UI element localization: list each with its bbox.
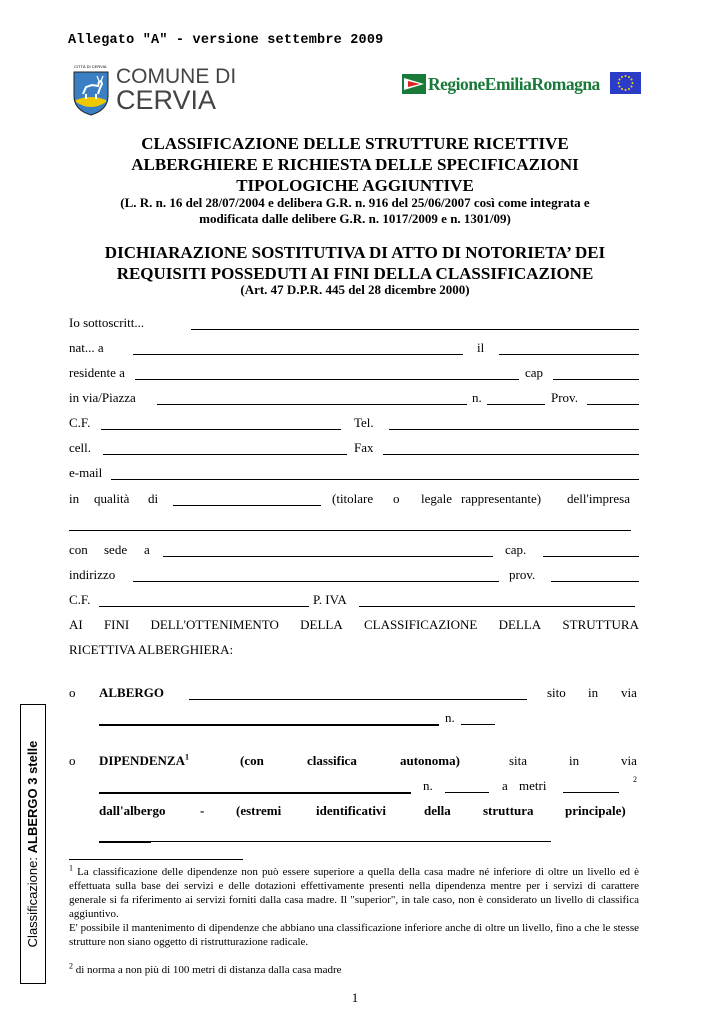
footnote-2 <box>69 963 639 977</box>
label-io: Io sottoscritt... <box>69 315 145 330</box>
field-albergo-number[interactable] <box>461 712 495 725</box>
fini-word-1: AI <box>69 617 83 632</box>
field-email[interactable] <box>111 467 639 480</box>
checkbox-albergo[interactable]: o <box>69 685 76 700</box>
field-company-province[interactable] <box>551 569 639 582</box>
row-company <box>69 515 639 533</box>
fini-word-7: STRUTTURA <box>562 617 639 632</box>
dip-n: n. <box>423 778 433 793</box>
subtitle-line-1: DICHIARAZIONE SOSTITUTIVA DI ATTO DI NOTORIETA’ DEI <box>104 243 606 262</box>
label-prov2: prov. <box>509 567 536 582</box>
qualita-word-8: dell'impresa <box>567 491 630 506</box>
field-distance[interactable] <box>563 780 619 793</box>
label-piva: P. IVA <box>313 592 347 607</box>
label-cell: cell. <box>69 440 92 455</box>
label-dipendenza <box>99 752 189 770</box>
field-albergo-name[interactable] <box>189 687 527 700</box>
label-n: n. <box>472 390 482 405</box>
field-street-number[interactable] <box>487 392 545 405</box>
field-birthdate[interactable] <box>499 342 639 355</box>
subtitle-line-2: REQUISITI POSSEDUTI AI FINI DELLA CLASSIFICAZIONE <box>116 264 594 283</box>
option-dipendenza-address <box>69 777 639 795</box>
row-cf-piva <box>69 591 639 609</box>
dall-word-6: struttura <box>483 803 534 818</box>
cervia-name-line1: COMUNE DI <box>116 65 237 88</box>
field-albergo-street[interactable] <box>99 712 439 726</box>
field-street[interactable] <box>157 392 467 405</box>
field-residence-city[interactable] <box>135 367 519 380</box>
row-cf-tel <box>69 414 639 432</box>
dall-word-2: - <box>200 803 205 818</box>
albergo-via: via <box>621 685 637 700</box>
field-fax[interactable] <box>383 442 639 455</box>
field-company-cf[interactable] <box>99 594 309 607</box>
row-main-structure <box>69 826 639 844</box>
field-name[interactable] <box>191 317 639 330</box>
row-sede <box>69 541 639 559</box>
region-flag-icon <box>402 74 426 94</box>
sede-word-1: con <box>69 542 88 557</box>
footnote-1-text: La classificazione delle dipendenze non può essere superiore a quella della casa madre né inferiore di oltre un livello ed è effettuata sulla base dei servizi e delle dotazioni effettivamente presenti nella dipendenza mentre per i servizi di carattere generale si fa riferimento ai servizi forniti dalla casa madre. Il "superior", in tale caso, non è considerato un livello di classifica aggiuntivo. <box>69 866 639 920</box>
field-cf[interactable] <box>101 417 341 430</box>
sede-word-2: sede <box>104 542 128 557</box>
title-ref-2: modificata dalle delibere G.R. n. 1017/2009 e n. 1301/09) <box>199 211 511 226</box>
label-residente: residente a <box>69 365 125 380</box>
classification-side-box <box>20 704 46 984</box>
footnote-1 <box>69 865 639 921</box>
qualita-word-3: di <box>148 491 159 506</box>
cervia-crest-caption: CITTÀ DI CERVIA <box>74 64 107 69</box>
row-birth <box>69 339 639 357</box>
footnote-ref-1: 1 <box>184 752 189 762</box>
row-dall-albergo <box>69 802 639 820</box>
qualita-word-6: legale <box>421 491 453 506</box>
field-company-address[interactable] <box>133 569 499 582</box>
field-piva[interactable] <box>359 594 635 607</box>
dip-word-2: classifica <box>307 753 357 768</box>
qualita-word-7: rappresentante) <box>461 491 542 506</box>
field-main-structure-bold[interactable] <box>99 829 151 843</box>
field-tel[interactable] <box>389 417 639 430</box>
albergo-n: n. <box>445 710 455 725</box>
label-indirizzo: indirizzo <box>69 567 116 582</box>
cervia-crest-icon <box>72 70 110 116</box>
row-qualita <box>69 490 639 508</box>
row-indirizzo <box>69 566 639 584</box>
label-via: in via/Piazza <box>69 390 136 405</box>
row-address <box>69 389 639 407</box>
fini-word-2: FINI <box>103 617 130 632</box>
row-cell-fax <box>69 439 639 457</box>
cervia-name-line2: CERVIA <box>116 85 217 115</box>
field-role[interactable] <box>173 493 321 506</box>
option-albergo-address <box>69 709 639 727</box>
label-cf: C.F. <box>69 415 91 430</box>
dip-word-5: in <box>569 753 580 768</box>
field-company-cap[interactable] <box>543 544 639 557</box>
sede-word-3: a <box>144 542 150 557</box>
classification-side-label <box>23 705 43 983</box>
label-fax: Fax <box>354 440 374 455</box>
dip-metri: metri <box>519 778 547 793</box>
field-main-structure[interactable] <box>151 829 551 842</box>
footnote-2-text: di norma a non più di 100 metri di distanza dalla casa madre <box>75 964 342 976</box>
dip-word-3: autonoma) <box>400 753 460 768</box>
qualita-word-1: in <box>69 491 80 506</box>
field-cell[interactable] <box>103 442 347 455</box>
row-fini-2: RICETTIVA ALBERGHIERA: <box>69 642 234 657</box>
region-logo <box>402 72 598 96</box>
dip-word-4: sita <box>509 753 528 768</box>
label-prov: Prov. <box>551 390 578 405</box>
eu-flag-icon <box>610 72 641 94</box>
row-residence <box>69 364 639 382</box>
footnote-1-number: 1 <box>69 863 73 873</box>
title-line-1: CLASSIFICAZIONE DELLE STRUTTURE RICETTIVE <box>141 134 569 153</box>
dall-word-1: dall'albergo <box>99 803 166 818</box>
subtitle-ref: (Art. 47 D.P.R. 445 del 28 dicembre 2000) <box>240 282 470 297</box>
dall-word-5: della <box>424 803 451 818</box>
dall-word-7: principale) <box>565 803 626 818</box>
title-line-3: TIPOLOGICHE AGGIUNTIVE <box>236 176 474 195</box>
label-dipendenza-text: DIPENDENZA <box>99 753 185 768</box>
fini-word-6: DELLA <box>498 617 542 632</box>
fini-word-3: DELL'OTTENIMENTO <box>150 617 279 632</box>
footnote-ref-2: 2 <box>633 775 637 784</box>
label-tel: Tel. <box>354 415 374 430</box>
option-albergo <box>69 684 639 702</box>
albergo-in: in <box>588 685 599 700</box>
albergo-sito: sito <box>547 685 566 700</box>
field-dipendenza-street[interactable] <box>99 780 411 794</box>
label-nat: nat... a <box>69 340 104 355</box>
fini-word-5: CLASSIFICAZIONE <box>363 617 478 632</box>
field-birthplace[interactable] <box>133 342 463 355</box>
label-email: e-mail <box>69 465 103 480</box>
page-number: 1 <box>351 990 359 1005</box>
dip-a: a <box>502 778 508 793</box>
label-cap2: cap. <box>505 542 527 557</box>
dall-word-3: (estremi <box>236 803 282 818</box>
qualita-word-5: o <box>393 491 400 506</box>
classification-prefix: Classificazione: <box>25 853 40 948</box>
classification-value: ALBERGO 3 stelle <box>25 740 40 854</box>
qualita-word-2: qualità <box>94 491 130 506</box>
field-province[interactable] <box>587 392 639 405</box>
field-company-city[interactable] <box>163 544 493 557</box>
checkbox-dipendenza[interactable]: o <box>69 753 76 768</box>
dall-word-4: identificativi <box>316 803 387 818</box>
label-albergo: ALBERGO <box>99 685 165 700</box>
title-ref-1: (L. R. n. 16 del 28/07/2004 e delibera G.R. n. 916 del 25/06/2007 così come integrata e <box>120 195 590 210</box>
annex-header: Allegato "A" - versione settembre 2009 <box>68 33 384 48</box>
field-company[interactable] <box>69 518 631 531</box>
row-email <box>69 464 639 482</box>
dip-word-6: via <box>621 753 637 768</box>
cervia-logo <box>72 64 237 118</box>
footnote-separator <box>69 859 243 860</box>
option-dipendenza <box>69 752 639 770</box>
fini-word-4: DELLA <box>300 617 343 632</box>
qualita-word-4: (titolare <box>332 491 374 506</box>
dip-word-1: (con <box>240 753 264 768</box>
field-cap[interactable] <box>553 367 639 380</box>
label-cap: cap <box>525 365 544 380</box>
footnote-1-cont: E' possibile il mantenimento di dipendenze che abbiano una classificazione inferiore anche di oltre un livello, fino a che le stesse strutture non siano oggetto di ristrutturazione radicale. <box>69 922 639 948</box>
label-cf2: C.F. <box>69 592 91 607</box>
region-name: RegioneEmiliaRomagna <box>428 74 600 94</box>
row-name <box>69 314 639 332</box>
row-fini-1 <box>69 616 639 634</box>
label-il: il <box>477 340 485 355</box>
field-dipendenza-number[interactable] <box>445 780 489 793</box>
title-line-2: ALBERGHIERE E RICHIESTA DELLE SPECIFICAZIONI <box>131 155 579 174</box>
footnote-2-number: 2 <box>69 961 73 971</box>
